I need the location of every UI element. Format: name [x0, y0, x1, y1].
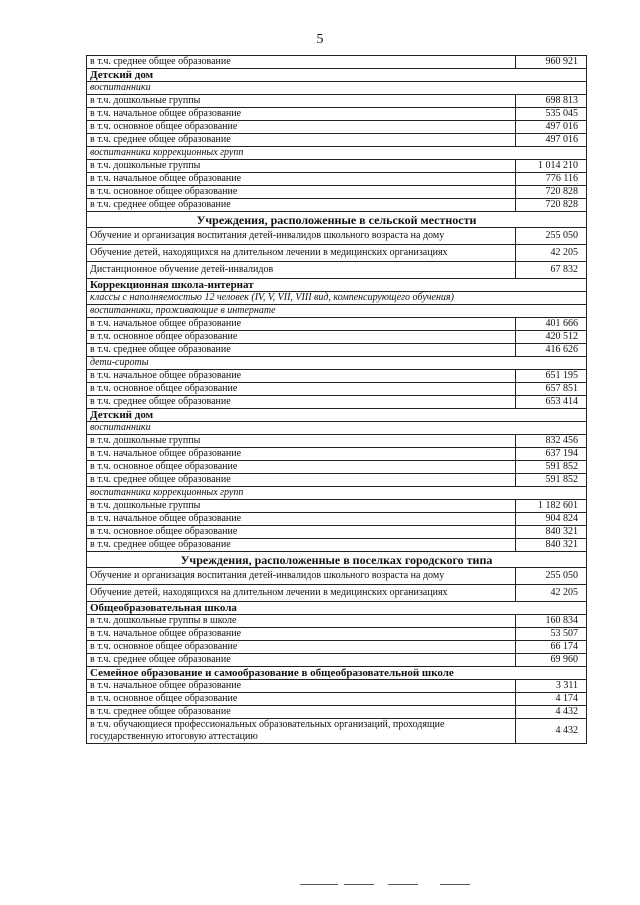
row-label: в т.ч. начальное общее образование	[87, 370, 516, 383]
section-heading-row	[87, 212, 587, 228]
section-heading-row	[87, 552, 587, 568]
table-body	[87, 56, 587, 744]
row-value: 255 050	[516, 568, 587, 585]
row-label: Дистанционное обучение детей-инвалидов	[87, 262, 516, 279]
row-value: 904 824	[516, 513, 587, 526]
row-label: в т.ч. среднее общее образование	[87, 654, 516, 667]
row-label: в т.ч. начальное общее образование	[87, 628, 516, 641]
row-value: 497 016	[516, 121, 587, 134]
section-heading-row	[87, 667, 587, 680]
subsection-row	[87, 147, 587, 160]
table-row	[87, 500, 587, 513]
table-row	[87, 318, 587, 331]
row-label: Обучение детей, находящихся на длительном лечении в медицинских организациях	[87, 245, 516, 262]
row-label: в т.ч. начальное общее образование	[87, 448, 516, 461]
row-value: 66 174	[516, 641, 587, 654]
section-heading: Общеобразовательная школа	[87, 602, 587, 615]
row-label: в т.ч. среднее общее образование	[87, 56, 516, 69]
row-label: в т.ч. начальное общее образование	[87, 108, 516, 121]
table-row	[87, 173, 587, 186]
footer-lines	[0, 884, 640, 888]
row-label: в т.ч. среднее общее образование	[87, 539, 516, 552]
row-value: 832 456	[516, 435, 587, 448]
subsection-row	[87, 292, 587, 305]
page-number: 5	[316, 32, 324, 47]
row-value: 720 828	[516, 199, 587, 212]
row-value: 497 016	[516, 134, 587, 147]
row-label: в т.ч. основное общее образование	[87, 693, 516, 706]
row-value: 67 832	[516, 262, 587, 279]
row-value: 535 045	[516, 108, 587, 121]
row-value: 651 195	[516, 370, 587, 383]
table-row	[87, 199, 587, 212]
section-heading: Учреждения, расположенные в сельской местности	[87, 212, 587, 228]
row-label: Обучение детей, находящихся на длительном лечении в медицинских организациях	[87, 585, 516, 602]
table-row	[87, 370, 587, 383]
subsection-row	[87, 82, 587, 95]
table-row	[87, 262, 587, 279]
row-label: в т.ч. дошкольные группы	[87, 500, 516, 513]
row-label: в т.ч. начальное общее образование	[87, 513, 516, 526]
section-heading-row	[87, 602, 587, 615]
row-label: в т.ч. среднее общее образование	[87, 199, 516, 212]
footer-line	[344, 884, 374, 885]
section-heading-row	[87, 69, 587, 82]
row-label: в т.ч. среднее общее образование	[87, 474, 516, 487]
row-label: Обучение и организация воспитания детей-инвалидов школьного возраста на дому	[87, 228, 516, 245]
row-label: в т.ч. основное общее образование	[87, 331, 516, 344]
table-row	[87, 108, 587, 121]
section-heading: Учреждения, расположенные в поселках городского типа	[87, 552, 587, 568]
row-value: 160 834	[516, 615, 587, 628]
row-label: в т.ч. дошкольные группы	[87, 95, 516, 108]
row-value: 720 828	[516, 186, 587, 199]
row-label: в т.ч. основное общее образование	[87, 461, 516, 474]
row-value: 53 507	[516, 628, 587, 641]
row-label: в т.ч. среднее общее образование	[87, 134, 516, 147]
row-value: 4 432	[516, 706, 587, 719]
table-row	[87, 641, 587, 654]
row-value: 840 321	[516, 539, 587, 552]
row-value: 69 960	[516, 654, 587, 667]
subsection-row	[87, 422, 587, 435]
row-value: 1 014 210	[516, 160, 587, 173]
table-row	[87, 628, 587, 641]
table-row	[87, 344, 587, 357]
table-row	[87, 461, 587, 474]
table-row	[87, 615, 587, 628]
table-row	[87, 693, 587, 706]
table-row	[87, 654, 587, 667]
row-value: 591 852	[516, 474, 587, 487]
table-row	[87, 474, 587, 487]
row-value: 960 921	[516, 56, 587, 69]
subsection-label: дети-сироты	[87, 357, 587, 370]
subsection-label: воспитанники коррекционных групп	[87, 147, 587, 160]
footer-line	[388, 884, 418, 885]
section-heading: Детский дом	[87, 69, 587, 82]
row-value: 3 311	[516, 680, 587, 693]
table-row	[87, 448, 587, 461]
subsection-label: воспитанники	[87, 422, 587, 435]
table-row	[87, 245, 587, 262]
section-heading: Коррекционная школа-интернат	[87, 279, 587, 292]
table-row	[87, 228, 587, 245]
table-row	[87, 121, 587, 134]
table-row	[87, 680, 587, 693]
row-label: в т.ч. основное общее образование	[87, 383, 516, 396]
row-label: Обучение и организация воспитания детей-инвалидов школьного возраста на дому	[87, 568, 516, 585]
budget-table	[86, 55, 587, 744]
table-row	[87, 134, 587, 147]
row-value: 42 205	[516, 245, 587, 262]
row-value: 840 321	[516, 526, 587, 539]
table-row	[87, 331, 587, 344]
row-value: 591 852	[516, 461, 587, 474]
table-row	[87, 719, 587, 744]
subsection-row	[87, 305, 587, 318]
footer-line	[300, 884, 338, 885]
row-label: в т.ч. среднее общее образование	[87, 706, 516, 719]
table-row	[87, 396, 587, 409]
table-row	[87, 513, 587, 526]
row-value: 401 666	[516, 318, 587, 331]
row-value: 420 512	[516, 331, 587, 344]
row-value: 1 182 601	[516, 500, 587, 513]
section-heading: Детский дом	[87, 409, 587, 422]
row-label: в т.ч. основное общее образование	[87, 641, 516, 654]
row-label: в т.ч. дошкольные группы в школе	[87, 615, 516, 628]
row-value: 4 432	[516, 719, 587, 744]
row-label: в т.ч. основное общее образование	[87, 526, 516, 539]
subsection-label: воспитанники	[87, 82, 587, 95]
footer-line	[440, 884, 470, 885]
table-row	[87, 56, 587, 69]
subsection-label: классы с наполняемостью 12 человек (IV, V, VII, VIII вид, компенсирующего обучения)	[87, 292, 587, 305]
row-value: 416 626	[516, 344, 587, 357]
row-label: в т.ч. начальное общее образование	[87, 173, 516, 186]
row-value: 255 050	[516, 228, 587, 245]
subsection-row	[87, 357, 587, 370]
row-value: 657 851	[516, 383, 587, 396]
subsection-label: воспитанники, проживающие в интернате	[87, 305, 587, 318]
row-label: в т.ч. обучающиеся профессиональных образовательных организаций, проходящие государственную итоговую аттестацию	[87, 719, 516, 744]
subsection-row	[87, 487, 587, 500]
row-label: в т.ч. дошкольные группы	[87, 160, 516, 173]
row-value: 653 414	[516, 396, 587, 409]
row-value: 698 813	[516, 95, 587, 108]
section-heading: Семейное образование и самообразование в общеобразовательной школе	[87, 667, 587, 680]
row-value: 776 116	[516, 173, 587, 186]
table-row	[87, 160, 587, 173]
table-row	[87, 568, 587, 585]
row-label: в т.ч. среднее общее образование	[87, 344, 516, 357]
table-row	[87, 585, 587, 602]
row-label: в т.ч. основное общее образование	[87, 186, 516, 199]
row-label: в т.ч. среднее общее образование	[87, 396, 516, 409]
row-label: в т.ч. основное общее образование	[87, 121, 516, 134]
row-value: 42 205	[516, 585, 587, 602]
row-value: 4 174	[516, 693, 587, 706]
table-row	[87, 95, 587, 108]
section-heading-row	[87, 279, 587, 292]
row-value: 637 194	[516, 448, 587, 461]
row-label: в т.ч. дошкольные группы	[87, 435, 516, 448]
table-row	[87, 526, 587, 539]
table-row	[87, 706, 587, 719]
table-row	[87, 383, 587, 396]
table-row	[87, 435, 587, 448]
table-row	[87, 186, 587, 199]
row-label: в т.ч. начальное общее образование	[87, 318, 516, 331]
subsection-label: воспитанники коррекционных групп	[87, 487, 587, 500]
row-label: в т.ч. начальное общее образование	[87, 680, 516, 693]
section-heading-row	[87, 409, 587, 422]
table-row	[87, 539, 587, 552]
